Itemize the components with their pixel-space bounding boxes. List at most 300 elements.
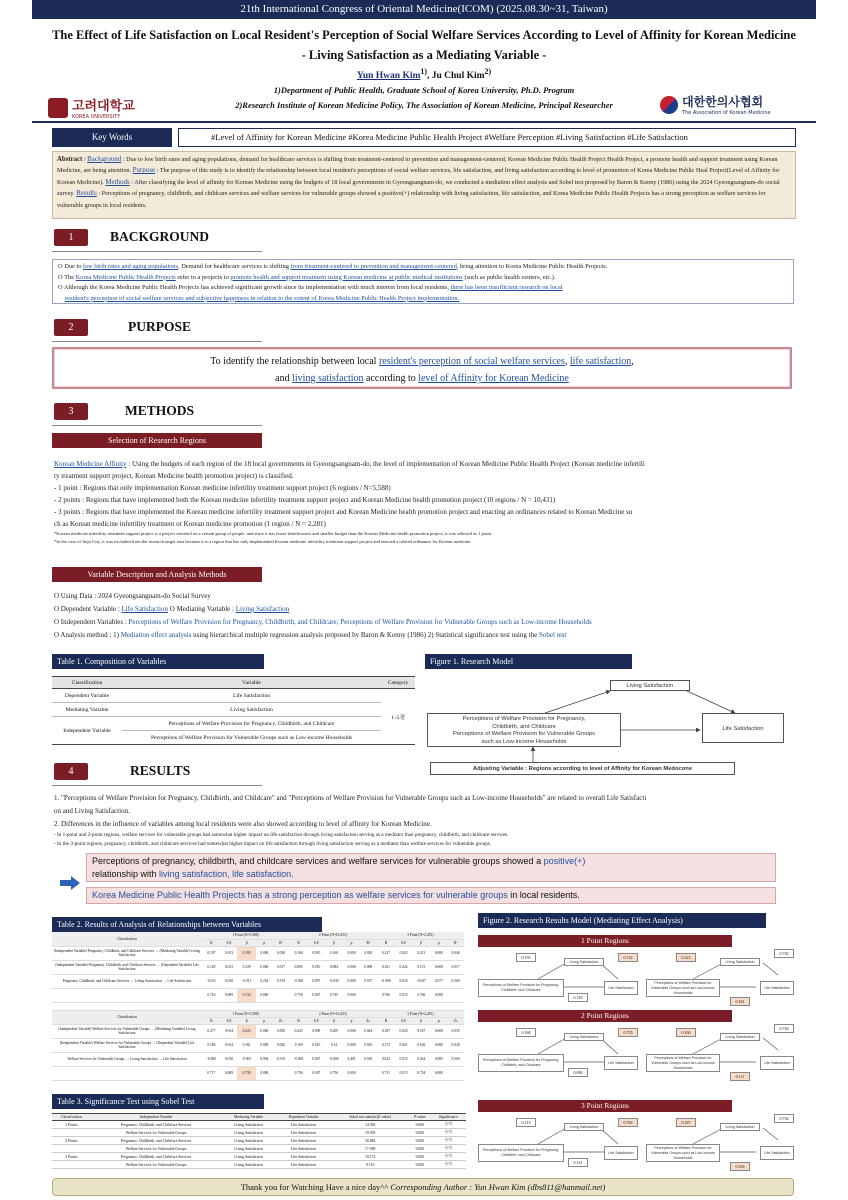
table-cell: 0.151	[412, 960, 431, 974]
table-cell: 유의	[431, 1161, 466, 1169]
living-satisfaction-box: Living Satisfaction	[564, 1123, 604, 1131]
table-cell: 0.010	[308, 946, 325, 960]
coef-b: 0.766	[618, 1118, 638, 1127]
table-cell: 0.017	[447, 960, 464, 974]
section-2-title: PURPOSE	[128, 319, 192, 334]
table-row-label: (Independent Variable) Pregnancy, Childbirth, and Childcare Services → (Dependent Variable) Life Satisfaction	[52, 960, 202, 974]
finding-1-line-1	[92, 855, 770, 868]
table-header: Category	[381, 677, 415, 689]
table-cell: 0.756	[325, 1066, 344, 1080]
table-header: Zc	[360, 1017, 377, 1024]
table-cell: 0.000	[343, 1038, 360, 1052]
table-row-label	[52, 988, 202, 1002]
table-cell: 0.186	[202, 1038, 221, 1052]
table-row	[52, 974, 464, 988]
abstract-background-text: : Due to low birth rates and aging populations, demand for healthcare services is shifting from treatment-centered to prevention and management-centered, Korean Medicine Public Health Project Health Project, a promote health and support treatment using Korean Medicine, are being attention.	[57, 156, 778, 175]
table-cell: 0.000	[409, 1137, 431, 1145]
table-cell: 0.161	[237, 1038, 256, 1052]
table-header: Classification	[52, 677, 122, 689]
table-group-header: 1 Point (N=5,588)	[202, 1010, 289, 1017]
logo-right-en: The Association of Korean Medicine	[682, 110, 771, 116]
section-3-title: METHODS	[125, 403, 195, 418]
bg-link-text: from treatment-centered to prevention and management-centered	[290, 263, 457, 270]
table-header: Variable	[122, 677, 381, 689]
table-cell: 0.010	[308, 960, 325, 974]
author-2-sup: 2)	[484, 67, 492, 76]
table-cell: 17.090	[331, 1145, 409, 1153]
section-2-number: 2	[54, 319, 88, 336]
table-cell: 0.000	[409, 1129, 431, 1137]
table-cell: 0.722	[237, 988, 256, 1002]
table-header: Significance	[431, 1114, 466, 1121]
table-cell: 0.000	[343, 960, 360, 974]
table-cell: 0.000	[431, 1024, 448, 1038]
section-2-underline	[52, 341, 262, 342]
table-row-label: Pregnancy, Childbirth, and Childcare Services → Living Satisfaction → Life Satisfaction	[52, 974, 202, 988]
table-cell: 0.577	[431, 974, 448, 988]
living-satisfaction-box: Living Satisfaction	[720, 1123, 760, 1131]
logo-right-kr: 대한한의사협회	[682, 95, 764, 109]
background-line-3	[58, 283, 788, 294]
table-header-row	[52, 677, 415, 689]
table-row	[52, 946, 464, 960]
table-cell: 0.044	[360, 1024, 377, 1038]
table-cell: 0.010	[221, 974, 238, 988]
table-cell: 0.038	[273, 946, 290, 960]
bg-link-text: there has been insufficient research on local	[450, 284, 563, 291]
table-cell	[360, 1066, 377, 1080]
methods-line-6: ch as Korean medicine infertility treatment or Korean medicine promotion (1 region / N = 2,281)	[54, 520, 326, 528]
purpose-text: according to	[363, 373, 419, 384]
table3-title: Table 3. Significance Test using Sobel Test	[52, 1094, 264, 1109]
table-cell: 0.168	[289, 946, 308, 960]
table-cell: 0.020	[395, 1024, 412, 1038]
table-cell: -0.001	[237, 1052, 256, 1066]
table-cell: Life Satisfaction	[276, 1129, 332, 1137]
purpose-key-text: resident's perception of social welfare services	[378, 356, 565, 367]
table-cell: 0.000	[431, 1066, 448, 1080]
conference-banner: 21th International Congress of Oriental Medicine(ICOM) (2025.08.30~31, Taiwan)	[32, 0, 816, 19]
background-line-1	[58, 262, 788, 273]
table-cell: Welfare Services for Vulnerable Groups	[91, 1161, 222, 1169]
var-line-3	[54, 616, 792, 629]
purpose-text: ,	[564, 356, 570, 367]
table-row-label: Welfare Services for Vulnerable Groups → Living Satisfaction → Life Satisfaction	[52, 1052, 202, 1066]
table-cell: -0.011	[237, 974, 256, 988]
table-cell: 0.197	[202, 946, 221, 960]
section-3-number: 3	[54, 403, 88, 420]
table-cell: 0.172	[377, 1038, 396, 1052]
pregnancy-services-box: Perceptions of Welfare Provision for Pregnancy, Childbirth, and Childcare	[478, 979, 564, 997]
section-4-number: 4	[54, 763, 88, 780]
table-header: Dependent Variable	[276, 1114, 332, 1121]
region-3-header: 3 Point Regions	[478, 1100, 732, 1112]
purpose-key-text: life satisfaction	[569, 356, 632, 367]
table-cell: 0.734	[412, 1066, 431, 1080]
table-cell: -0.000	[202, 1052, 221, 1066]
table-cell: Living Satisfaction	[221, 1161, 275, 1169]
methods-note-1: *Korean medicine infertility treatment support project is a project centered on a certain group of people, and since it has fewer beneficiaries and smaller budget than the Korean Medicine health promotion project, it was selected as 1 point.	[54, 531, 493, 536]
table-cell: Living Satisfaction	[221, 1137, 275, 1145]
table-cell: Pregnancy, Childbirth, and Childcare Services	[91, 1137, 222, 1145]
footer	[52, 1178, 794, 1196]
university-crest-icon	[48, 98, 68, 118]
table-cell: 0.007	[308, 1052, 325, 1066]
coef-a: 0.213	[516, 1118, 536, 1127]
table-cell: Living Satisfaction	[122, 703, 381, 717]
table-cell: 유의	[431, 1137, 466, 1145]
author-2: Ju Chul Kim	[431, 71, 485, 82]
table-cell: 0.000	[256, 1038, 273, 1052]
purpose-text: ,	[631, 356, 634, 367]
purpose-line-2	[54, 370, 790, 387]
bg-link-text: low birth rates and aging populations	[83, 263, 178, 270]
var-text: O Mediating Variable :	[167, 605, 236, 613]
bg-text: , Demand for healthcare services is shifting	[178, 263, 291, 270]
table-cell: 0.556	[360, 1052, 377, 1066]
table-header: Sobel test statistic(Z-value)	[331, 1114, 409, 1121]
table-cell: -0.008	[377, 974, 396, 988]
model-independent-box	[427, 713, 621, 747]
akom-logo	[660, 93, 771, 116]
methods-line-1	[54, 458, 792, 470]
table-header: p	[431, 1017, 448, 1024]
table-header: S.E	[308, 1017, 325, 1024]
model-adjusting-box: Adjusting Variable : Regions according to level of Affinity for Korean Medocone	[430, 762, 735, 775]
pregnancy-services-box: Perceptions of Welfare Provision for Pregnancy, Childbirth, and Childcare	[478, 1054, 564, 1072]
selection-regions-header: Selection of Research Regions	[52, 433, 262, 448]
abstract-results-label: Results	[76, 189, 97, 198]
table-cell: 0.000	[256, 988, 273, 1002]
table-row	[52, 1066, 464, 1080]
table-cell: 16.884	[331, 1137, 409, 1145]
author-line	[32, 67, 816, 81]
table-cell: 0.021	[395, 1038, 412, 1052]
table-cell: 2 Points	[52, 1137, 91, 1145]
table-cell: 0.000	[409, 1153, 431, 1161]
table-header: R²	[360, 939, 377, 946]
results-line-1: 1. "Perceptions of Welfare Provision for Pregnancy, Childbirth, and Childcare" and "Perceptions of Welfare Provision for Vulnerable Groups such as Low-income Households" are related to overall Life Satisfacti	[54, 794, 647, 802]
model-indep-text: Perceptions of Welfare Provision for Vulnerable Groups	[452, 731, 596, 737]
table-cell: 0.009	[221, 1066, 238, 1080]
methods-text: : Using the budgets of each region of the 18 local governments in Gyeongsangnam-do, the level of implementation of Korean Medicine Public Health Project (Korean medicine infertili	[126, 460, 645, 468]
table-cell: 0.028	[447, 1038, 464, 1052]
table-cell	[52, 1145, 91, 1153]
table2	[52, 932, 464, 1081]
table-cell: 0.000	[431, 1038, 448, 1052]
table-cell	[273, 988, 290, 1002]
table-cell: 0.755	[325, 988, 344, 1002]
life-satisfaction-box: Life Satisfaction	[604, 981, 638, 995]
table-cell: Life Satisfaction	[276, 1161, 332, 1169]
coef-d: 0.187	[676, 1118, 696, 1127]
coef-e: 0.726	[774, 1024, 794, 1033]
table-cell: 0.766	[412, 988, 431, 1002]
results-line-4: - In the 3-point regions, pregnancy, childbirth, and childcare services had somewhat higher impact on life satisfaction through living satisfaction serving as a mediator than welfare services for vulnerable groups.	[54, 841, 492, 847]
abstract-results-text: : Perceptions of pregnancy, childbirth, and childcare services and welfare services for vulnerable groups showed a positive(+) relationship with living satisfaction, life satisfaction, and Korea Medicine Public Health Projects has a strong perception as welfare services for vulnerable groups in local residents.	[57, 190, 766, 209]
table-cell: Dependent Variable	[52, 689, 122, 703]
table3	[52, 1113, 466, 1169]
abstract-methods-label: Methods	[105, 177, 130, 186]
finding-1-line-2	[92, 868, 770, 881]
korea-university-logo	[48, 95, 135, 120]
table-cell	[447, 988, 464, 1002]
purpose-box	[52, 347, 792, 389]
coef-f: 0.111	[730, 1072, 750, 1081]
bg-link-text: promote health and support treatment using Korean medicine at public medical institutions	[230, 273, 463, 281]
table-header: S.E	[395, 1017, 412, 1024]
table-cell: 1 Points	[52, 1121, 91, 1129]
table-header: P-value	[409, 1114, 431, 1121]
table-cell	[360, 988, 377, 1002]
variable-methods-header: Variable Description and Analysis Methods	[52, 567, 262, 582]
background-line-4	[58, 294, 788, 305]
table-header: S.E	[308, 939, 325, 946]
table-cell: 0.000	[343, 974, 360, 988]
table1	[52, 676, 415, 745]
table-cell: 0.766	[377, 988, 396, 1002]
table-cell: 0.731	[377, 1066, 396, 1080]
table-header: p	[431, 939, 448, 946]
methods-note-2: *In the case of Jinju City, it was excluded from the research target area because it is a region that has only implemented Korean medicine infertility treatment support project and enacted a related ordinance for Korean medicine.	[54, 539, 472, 544]
model-indep-text: Perceptions of Welfare Provision for Pregnancy,	[462, 716, 586, 722]
table-cell	[52, 1129, 91, 1137]
table-cell: 0.000	[256, 1024, 273, 1038]
var-text: O Independent Variables :	[54, 618, 129, 626]
background-box	[52, 259, 794, 304]
table-row	[52, 717, 415, 731]
abstract-label: Abstract	[57, 156, 83, 163]
model-life-box: Life Satisfaction	[702, 713, 784, 743]
table-header: B	[377, 939, 396, 946]
poster-title: The Effect of Life Satisfaction on Local Resident's Perception of Social Welfare Services According to Level of Affinity for Korean Medicine	[52, 28, 796, 42]
table-group-header: 3 Point (N=2,281)	[377, 932, 464, 939]
model-indep-text: such as Low-income Households	[481, 738, 567, 745]
table-cell: 0.000	[431, 946, 448, 960]
key-finding-2	[86, 887, 776, 904]
table-cell: 0.014	[221, 1038, 238, 1052]
purpose-key-text: living satisfaction	[292, 373, 364, 384]
table-header: R²	[273, 939, 290, 946]
table-cell: 0.085	[289, 960, 308, 974]
table-cell: 0.557	[360, 974, 377, 988]
bg-text: O Although the Korea Medicine Public Health Projects has achieved significant growth since its implementation with much interest from local residents,	[58, 284, 451, 291]
table-cell: 0.009	[221, 988, 238, 1002]
table-cell: Life Satisfaction	[276, 1121, 332, 1129]
table-cell: 0.187	[377, 1024, 396, 1038]
table-header: Zc	[273, 1017, 290, 1024]
bg-text: O Due to	[58, 263, 84, 270]
key-finding-1	[86, 853, 776, 882]
table-cell: 0.007	[308, 1066, 325, 1080]
table-header: S.E	[395, 939, 412, 946]
bg-text: O The	[58, 273, 76, 281]
table-cell: 0.015	[395, 1052, 412, 1066]
table-row	[52, 1137, 466, 1145]
var-line-2	[54, 603, 792, 616]
table-cell: Life Satisfaction	[276, 1137, 332, 1145]
table-cell: Perceptions of Welfare Provision for Vulnerable Groups such as Low-income Households	[122, 731, 381, 745]
keywords-label: Key Words	[52, 128, 172, 147]
table-cell: 0.010	[308, 1038, 325, 1052]
variable-description	[52, 590, 794, 645]
table-header: Zc	[447, 1017, 464, 1024]
table-cell: Life Satisfaction	[276, 1153, 332, 1161]
table-cell: 0.007	[308, 988, 325, 1002]
table-row	[52, 1161, 466, 1169]
table-cell: Life Satisfaction	[276, 1145, 332, 1153]
coef-e: 0.730	[774, 949, 794, 958]
bg-text: , bring attention to Korea Medicine Public Health Projects.	[456, 263, 608, 270]
table-cell: 0.008	[360, 960, 377, 974]
table-cell: Independent Variable	[52, 717, 122, 745]
table-header: β	[325, 939, 344, 946]
author-separator: ,	[426, 71, 432, 82]
table-header: p	[343, 939, 360, 946]
table-cell: 0.000	[256, 946, 273, 960]
var-line-4	[54, 629, 792, 642]
region-1-header: 1 Point Regions	[478, 935, 732, 947]
table-cell: 0.717	[202, 1066, 221, 1080]
results-line-1b: on and Living Satisfaction.	[54, 807, 130, 815]
table-cell: 0.000	[343, 1024, 360, 1038]
table-group-row	[52, 1010, 464, 1017]
finding-key-text: Korea Medicine Public Health Projects has a strong perception as welfare services for vulnerable groups	[92, 890, 508, 900]
table-group-header: 3 Point (N=2,281)	[377, 1010, 464, 1017]
coef-c: 0.084	[568, 1068, 588, 1077]
table-cell: 3 Points	[52, 1153, 91, 1161]
header-divider	[32, 121, 816, 123]
table-cell: 유의	[431, 1153, 466, 1161]
table-cell: 유의	[431, 1121, 466, 1129]
coef-b: 0.722	[618, 953, 638, 962]
table-cell: 0.013	[221, 946, 238, 960]
table-cell: 0.756	[289, 1066, 308, 1080]
table-header: Mediating Variable	[221, 1114, 275, 1121]
table-cell: 0.129	[202, 960, 221, 974]
table-row	[52, 1052, 464, 1066]
table-cell: 0.14	[325, 1038, 344, 1052]
table1-title: Table 1. Composition of Variables	[52, 654, 264, 669]
table-header: Classification	[52, 932, 202, 946]
table-cell: 0.022	[377, 1052, 396, 1066]
coef-e: 0.734	[774, 1114, 794, 1123]
table-header: Classification	[52, 1010, 202, 1024]
affiliation-2: 2)Research Institute of Korean Medicine Policy, The Association of Korean Medicine, Principal Researcher	[235, 100, 613, 110]
section-4-underline	[52, 785, 262, 786]
table-cell	[447, 1066, 464, 1080]
abstract-purpose-label: Purpose	[132, 166, 156, 175]
var-key-text: Living Satisfaction	[235, 605, 290, 613]
var-key-text: Perceptions of Welfare Provision for Pregnancy, Childbirth, and Childcare; Perceptions of Welfare Provision for Vulnerable Groups such as Low-income Households	[128, 618, 592, 626]
table-header: β	[237, 1017, 256, 1024]
methods-line-4: - 2 points : Regions that have implemented both the Korean medicine infertility treatment support project and Korean Medicine health promotion project (10 regions / N = 10,431)	[54, 496, 556, 504]
table-group-header: 2 Point (N=10,431)	[289, 932, 376, 939]
table-cell: 0.168	[325, 946, 344, 960]
vulnerable-groups-box: Perceptions of Welfare Provision for Vulnerable Groups such as Low-income Households	[646, 1144, 720, 1162]
table-cell: 0.024	[412, 1052, 431, 1066]
table-cell: 0.046	[447, 946, 464, 960]
table-header: R²	[447, 939, 464, 946]
table-cell: 9.110	[331, 1161, 409, 1169]
bg-text: (such as public health centers, etc.).	[462, 273, 556, 281]
table-cell: 0.519	[273, 1052, 290, 1066]
methods-line-3: - 1 point : Regions that only implementation Korean medicine infertility treatment support project (6 regions / N=5,588)	[54, 484, 391, 492]
section-4-title: RESULTS	[130, 763, 191, 778]
table-cell	[52, 1161, 91, 1169]
table-row	[52, 1145, 466, 1153]
table-cell: Mediating Variable	[52, 703, 122, 717]
table-cell: 0.193	[237, 946, 256, 960]
purpose-text: To identify the relationship between local	[210, 356, 379, 367]
abstract-background-label: Background	[87, 155, 122, 163]
table-cell: -0.030	[325, 974, 344, 988]
table-header: p	[343, 1017, 360, 1024]
table-cell: 0.730	[237, 1066, 256, 1080]
var-text: O Dependent Variable :	[54, 605, 122, 613]
table-cell: 0.000	[343, 946, 360, 960]
author-1-sup: 1)	[420, 67, 427, 76]
table-header: B	[377, 1017, 396, 1024]
table-cell: 19.393	[331, 1129, 409, 1137]
table-cell: Welfare Services for Vulnerable Groups	[91, 1145, 222, 1153]
living-satisfaction-box: Living Satisfaction	[564, 1033, 604, 1041]
table-cell: 0.254	[256, 974, 273, 988]
table-cell: Perceptions of Welfare Provision for Pregnancy, Childbirth, and Childcare	[122, 717, 381, 731]
table-cell: 0.161	[377, 960, 396, 974]
section-1-number: 1	[54, 229, 88, 246]
table-cell: 0.000	[343, 1066, 360, 1080]
table-group-header: 2 Point (N=10,431)	[289, 1010, 376, 1017]
background-line-2	[58, 273, 788, 284]
table-cell: 0.166	[412, 1038, 431, 1052]
bg-link-text: resident's perception of social welfare services and subjective happiness in relation to the extent of Korea Medicine Public Health Project implementation.	[65, 294, 460, 302]
table-cell: 0.009	[308, 1024, 325, 1038]
table-cell: 0.000	[343, 988, 360, 1002]
section-3-underline	[52, 425, 262, 426]
finding-text: in local residents.	[507, 890, 580, 900]
coef-a: 0.168	[516, 1028, 536, 1037]
research-model-diagram	[425, 675, 795, 780]
table-cell: -0.000	[325, 1052, 344, 1066]
var-text: O Analysis method : 1)	[54, 631, 121, 639]
table-cell: 0.000	[409, 1121, 431, 1129]
table-cell: 0.000	[256, 1066, 273, 1080]
coef-b: 0.755	[618, 1028, 638, 1037]
table-row-label	[52, 1066, 202, 1080]
logo-left-en: KOREA UNIVERSITY	[72, 114, 121, 120]
bg-link-text: Korea Medicine Public Health Projects	[75, 273, 176, 281]
table-cell: 0.013	[221, 960, 238, 974]
var-key-text: Life Satisfaction	[121, 605, 168, 613]
affiliation-1: 1)Department of Public Health, Graduate School of Korea University, Ph.D. Program	[273, 85, 575, 95]
purpose-key-text: level of Affinity for Korean Medicine	[418, 373, 569, 384]
table-cell: Living Satisfaction	[221, 1145, 275, 1153]
methods-selection-text	[52, 456, 794, 562]
pregnancy-services-box: Perceptions of Welfare Provision for Pregnancy, Childbirth, and Childcare	[478, 1144, 564, 1162]
purpose-line-1	[54, 353, 790, 370]
life-satisfaction-box: Life Satisfaction	[760, 981, 794, 995]
table-header: B	[202, 1017, 221, 1024]
table-cell: 0.016	[360, 1038, 377, 1052]
table-row-label: (Independent Variable) Pregnancy, Childbirth, and Childcare Services → (Mediating Variable) Living Satisfaction	[52, 946, 202, 960]
table-cell: 0.026	[273, 1038, 290, 1052]
coef-a: 0.193	[516, 953, 536, 962]
table-cell: 0.014	[221, 1024, 238, 1038]
section-1-underline	[52, 251, 262, 252]
results-line-2: 2. Differences in the influence of variables among local residents were also showed according to level of affinity for Korean Medicine.	[54, 820, 432, 828]
table-spacer-cell	[52, 1002, 464, 1010]
